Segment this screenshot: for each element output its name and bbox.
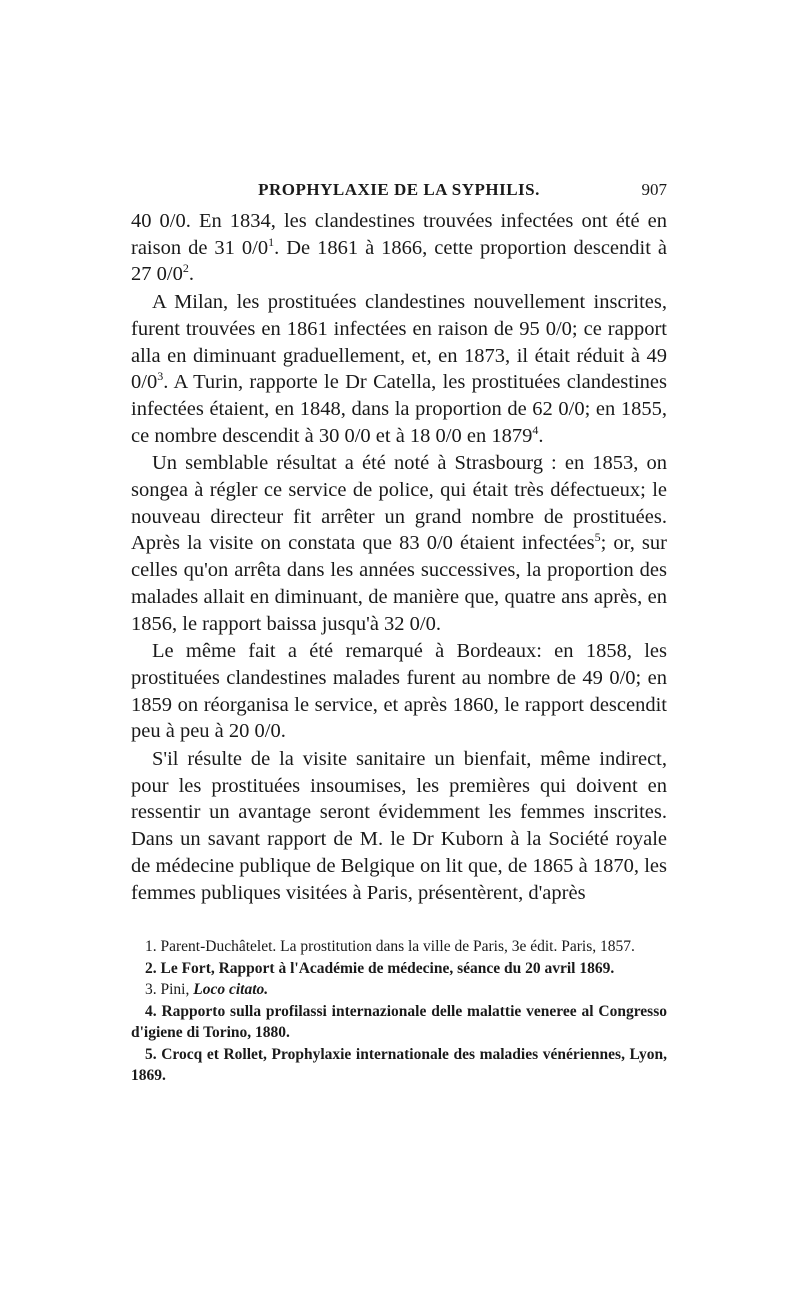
page-number: 907 (641, 180, 667, 199)
paragraph-1 (131, 208, 667, 288)
footnote-5: 5. Crocq et Rollet, Prophylaxie internationale des maladies vénériennes, Lyon, 1869. (131, 1045, 667, 1084)
footnote-ref-2: 2 (182, 261, 189, 276)
paragraph-3-text-b: ; or, sur celles qu'on arrêta dans les années successives, la proportion des malades allait en diminuant, de manière que, quatre ans après, en 1856, le rapport baissa jusqu'à 32 0/0. (131, 532, 667, 635)
footnote-2: 2. Le Fort, Rapport à l'Académie de médecine, séance du 20 avril 1869. (145, 959, 615, 977)
footnote-4: 4. Rapporto sulla profilassi internazionale delle malattie veneree al Congresso d'igiene di Torino, 1880. (131, 1002, 667, 1041)
footnote-1: 1. Parent-Duchâtelet. La prostitution dans la ville de Paris, 3e édit. Paris, 1857. (145, 938, 635, 955)
footnote-ref-5: 5 (594, 530, 601, 545)
footnote-3-prefix: 3. Pini, (145, 981, 194, 998)
paragraph-2-text-c: . (538, 424, 544, 447)
footnote-ref-4: 4 (532, 422, 539, 437)
main-text (131, 208, 667, 906)
paragraph-4: Le même fait a été remarqué à Bordeaux: en 1858, les prostituées clandestines malades furent au nombre de 49 0/0; en 1859 on réorganisa le service, et après 1860, le rapport descendit peu à peu à 20 0/0. (131, 640, 667, 743)
paragraph-2 (131, 289, 667, 449)
paragraph-2-text-a: A Milan, les prostituées clandestines nouvellement inscrites, furent trouvées en 1861 infectées en raison de 95 0/0; ce rapport alla en diminuant graduellement, et, en 1873, il était réduit à 49 0/0 (131, 291, 667, 394)
running-title: PROPHYLAXIE DE LA SYPHILIS. (258, 180, 540, 199)
footnote-ref-1: 1 (268, 234, 275, 249)
paragraph-1-text-c: . (188, 263, 194, 286)
footnote-3 (131, 979, 667, 1001)
footnotes (131, 936, 667, 1087)
paragraph-2-text-b: . A Turin, rapporte le Dr Catella, les prostituées clandestines infectées étaient, en 1848, dans la proportion de 62 0/0; en 1855, ce nombre descendit à 30 0/0 et à 18 0/0 en 1879 (131, 371, 667, 447)
footnote-3-italic: Loco citato. (193, 981, 269, 998)
running-header (131, 180, 667, 204)
footnote-ref-3: 3 (157, 369, 164, 384)
paragraph-3 (131, 450, 667, 637)
paragraph-3-text-a: Un semblable résultat a été noté à Strasbourg : en 1853, on songea à régler ce service de police, qui était très défectueux; le nouveau directeur fit arrêter un grand nombre de prostituées. Après la visite on constata que 83 0/0 étaient infectées (131, 452, 667, 555)
paragraph-1-text-b: . De 1861 à 1866, cette proportion descendit à 27 0/0 (131, 236, 667, 286)
paragraph-5: S'il résulte de la visite sanitaire un bienfait, même indirect, pour les prostituées insoumises, les premières qui doivent en ressentir un avantage seront évidemment les femmes inscrites. Dans un savant rapport de M. le Dr Kuborn à la Société royale de médecine publique de Belgique on lit que, de 1865 à 1870, les femmes publiques visitées à Paris, présentèrent, d'après (131, 748, 667, 904)
paragraph-1-text-a: 40 0/0. En 1834, les clandestines trouvées infectées ont été en raison de 31 0/0 (131, 210, 667, 259)
